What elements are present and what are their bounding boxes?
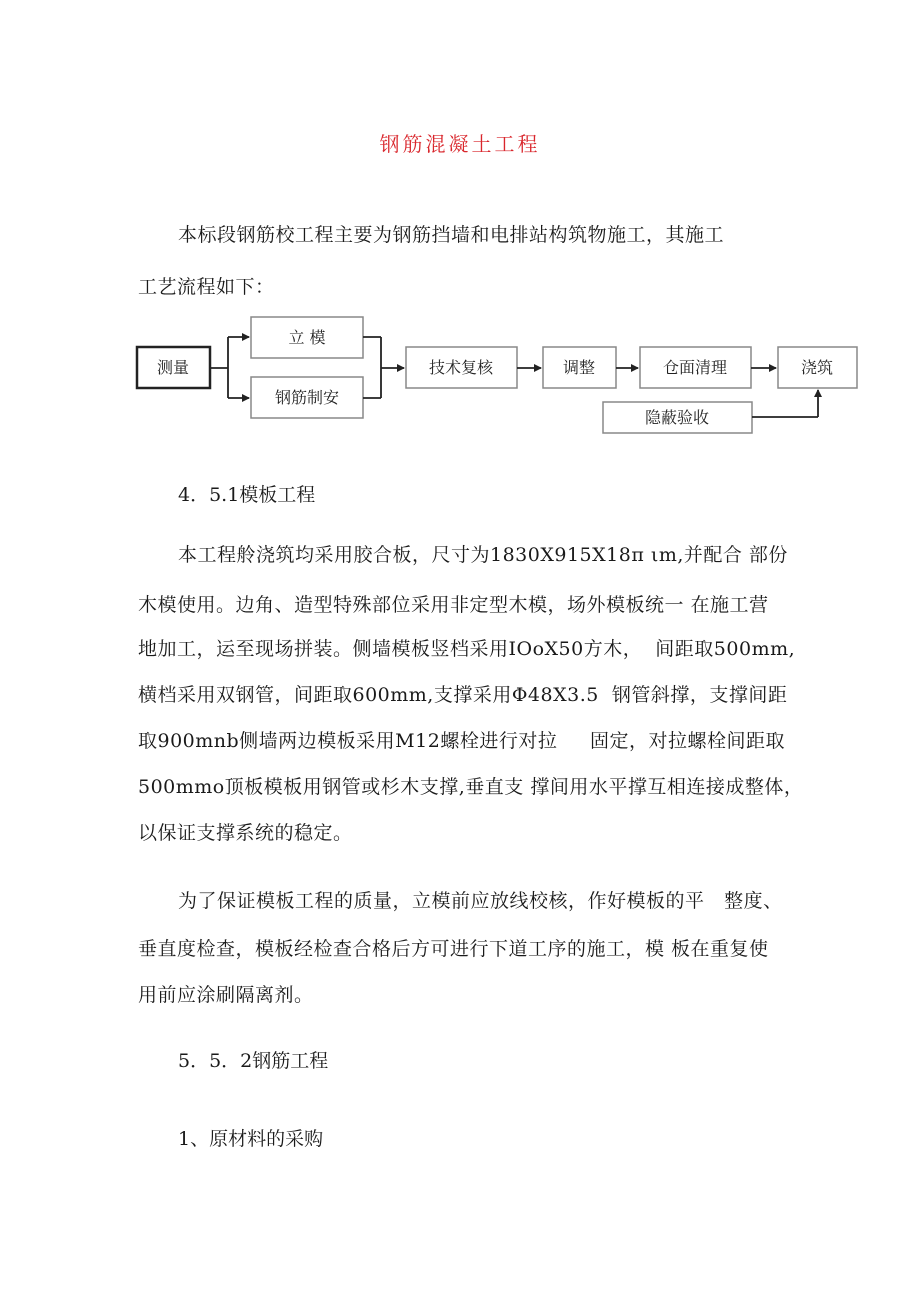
flow-label-hidden-check: 隐蔽验收: [644, 408, 710, 427]
section-heading-451: 4．5.1模板工程: [178, 484, 316, 506]
para1-line-5: 取900mnb侧墙两边模板采用M12螺栓进行对拉 固定，对拉螺栓间距取: [138, 730, 786, 752]
para1-line-7: 以保证支撑系统的稳定。: [138, 822, 353, 844]
para1-line-1: 本工程舲浇筑均采用胶合板，尺寸为1830X915X18π ιm,并配合 部份: [178, 544, 788, 566]
flow-label-rebar: 钢筋制安: [274, 388, 340, 407]
flow-label-adjust: 调整: [562, 358, 596, 377]
section-heading-552: 5．5．2钢筋工程: [178, 1050, 329, 1072]
process-flow-diagram: [0, 0, 920, 460]
para1-line-3: 地加工，运至现场拼装。侧墙模板竖档采用IOoX50方木， 间距取500mm,: [138, 638, 796, 660]
flow-label-pour: 浇筑: [800, 358, 834, 377]
flow-label-clean: 仓面清理: [662, 358, 728, 377]
list-item-1: 1、原材料的采购: [178, 1128, 324, 1150]
para1-line-6: 500mmo顶板模板用钢管或杉木支撑,垂直支 撑间用水平撑互相连接成整体，: [138, 776, 804, 798]
para2-line-1: 为了保证模板工程的质量，立模前应放线校核，作好模板的平 整度、: [178, 890, 783, 912]
flow-label-measure: 测量: [156, 358, 190, 377]
para1-line-4: 横档采用双钢管，间距取600mm,支撑采用Φ48X3.5 钢管斜撑，支撑间距: [138, 684, 788, 706]
flow-label-formwork: 立 模: [288, 328, 326, 347]
para2-line-2: 垂直度检查，模板经检查合格后方可进行下道工序的施工，模 板在重复使: [138, 938, 769, 960]
para2-line-3: 用前应涂刷隔离剂。: [138, 984, 314, 1006]
para1-line-2: 木模使用。边角、造型特殊部位采用非定型木模，场外模板统一 在施工营: [138, 594, 769, 616]
document-title: 钢筋混凝土工程: [379, 132, 541, 156]
intro-line-1: 本标段钢筋校工程主要为钢筋挡墙和电排站构筑物施工，其施工: [178, 224, 725, 246]
flow-label-tech-check: 技术复核: [428, 358, 494, 377]
intro-line-2: 工艺流程如下：: [138, 276, 275, 298]
